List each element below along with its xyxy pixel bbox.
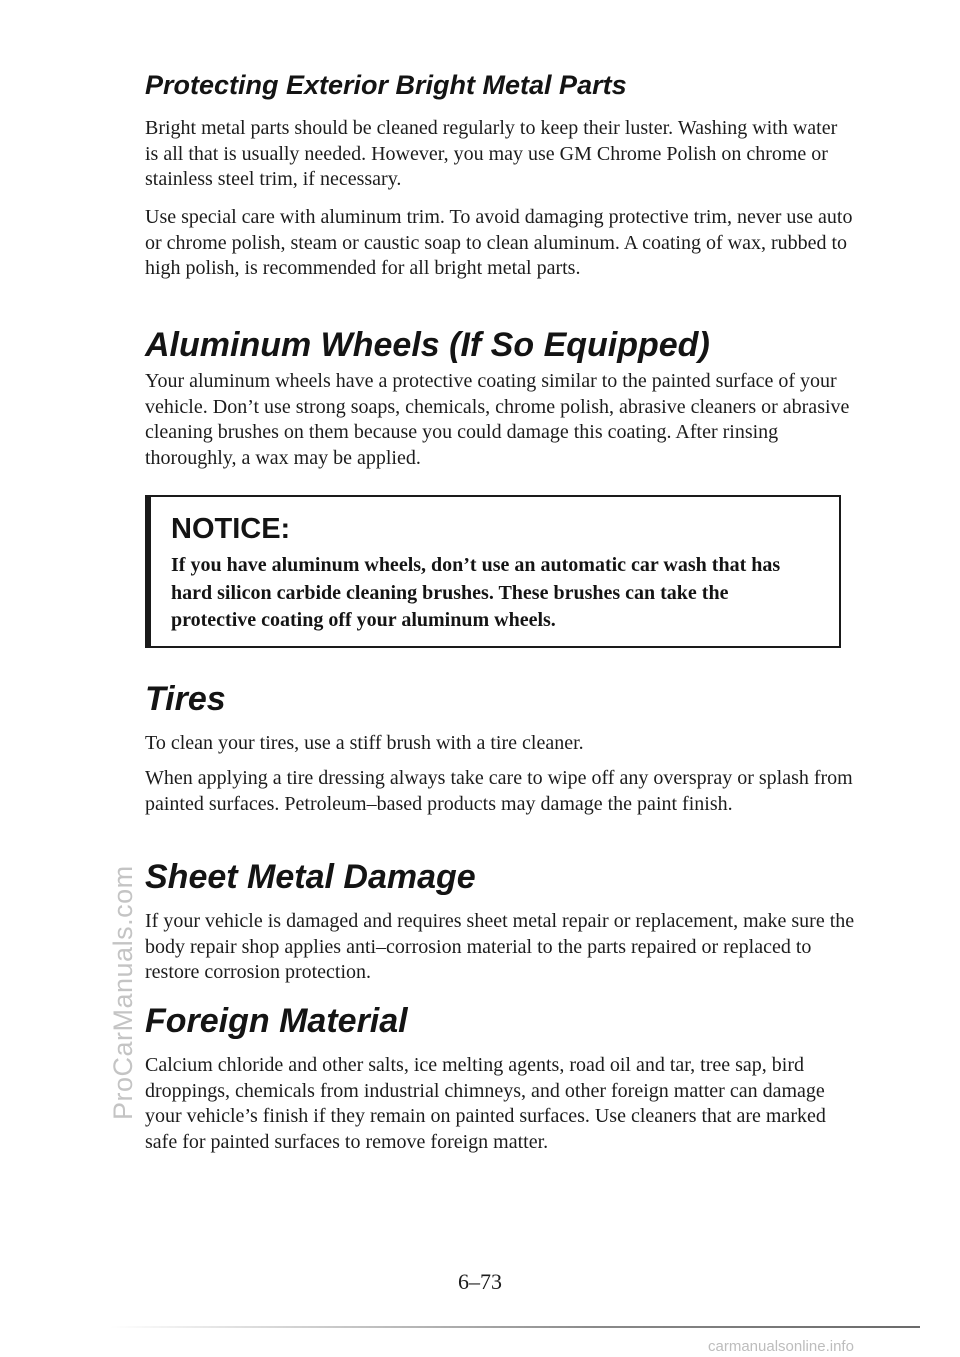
heading-foreign-material: Foreign Material xyxy=(145,1002,408,1040)
heading-aluminum-wheels: Aluminum Wheels (If So Equipped) xyxy=(145,326,710,364)
paragraph-sheet-metal: If your vehicle is damaged and requires sheet metal repair or replacement, make sure the body repair shop applies anti–corrosion material to the parts repaired or replaced to restore corrosion protection. xyxy=(145,910,855,983)
page-number: 6–73 xyxy=(458,1269,502,1294)
side-watermark: ProCarManuals.com xyxy=(108,865,138,1120)
notice-text: If you have aluminum wheels, don’t use an automatic car wash that has hard silicon carbide cleaning brushes. These brushes can take the protective coating off your aluminum wheels. xyxy=(171,554,781,631)
footer-watermark: carmanualsonline.info xyxy=(708,1338,854,1355)
paragraph-aluminum-wheels: Your aluminum wheels have a protective coating similar to the painted surface of your vehicle. Don’t use strong soaps, chemicals, chrome polish, abrasive cleaners or abrasive cleaning brushes on them because you could damage this coating. After rinsing thoroughly, a wax may be applied. xyxy=(145,370,850,469)
bottom-rule xyxy=(110,1326,920,1328)
notice-title: NOTICE: xyxy=(171,513,291,545)
heading-tires: Tires xyxy=(145,680,226,718)
heading-bright-metal: Protecting Exterior Bright Metal Parts xyxy=(145,70,627,100)
heading-sheet-metal: Sheet Metal Damage xyxy=(145,858,476,896)
paragraph-foreign-material: Calcium chloride and other salts, ice melting agents, road oil and tar, tree sap, bird droppings, chemicals from industrial chimneys, and other foreign matter can damage your vehicle’s finish if they remain on painted surfaces. Use cleaners that are marked safe for painted surfaces to remove foreign matter. xyxy=(145,1054,826,1153)
notice-box xyxy=(145,495,841,648)
paragraph-bright-metal-2: Use special care with aluminum trim. To avoid damaging protective trim, never use auto or chrome polish, steam or caustic soap to clean aluminum. A coating of wax, rubbed to high polish, is recommended for all bright metal parts. xyxy=(145,206,853,279)
paragraph-tires-2: When applying a tire dressing always take care to wipe off any overspray or splash from painted surfaces. Petroleum–based products may damage the paint finish. xyxy=(145,767,853,815)
paragraph-tires-1: To clean your tires, use a stiff brush with a tire cleaner. xyxy=(145,732,584,754)
paragraph-bright-metal-1: Bright metal parts should be cleaned regularly to keep their luster. Washing with water is all that is usually needed. However, you may use GM Chrome Polish on chrome or stainless steel trim, if necessary. xyxy=(145,117,838,190)
